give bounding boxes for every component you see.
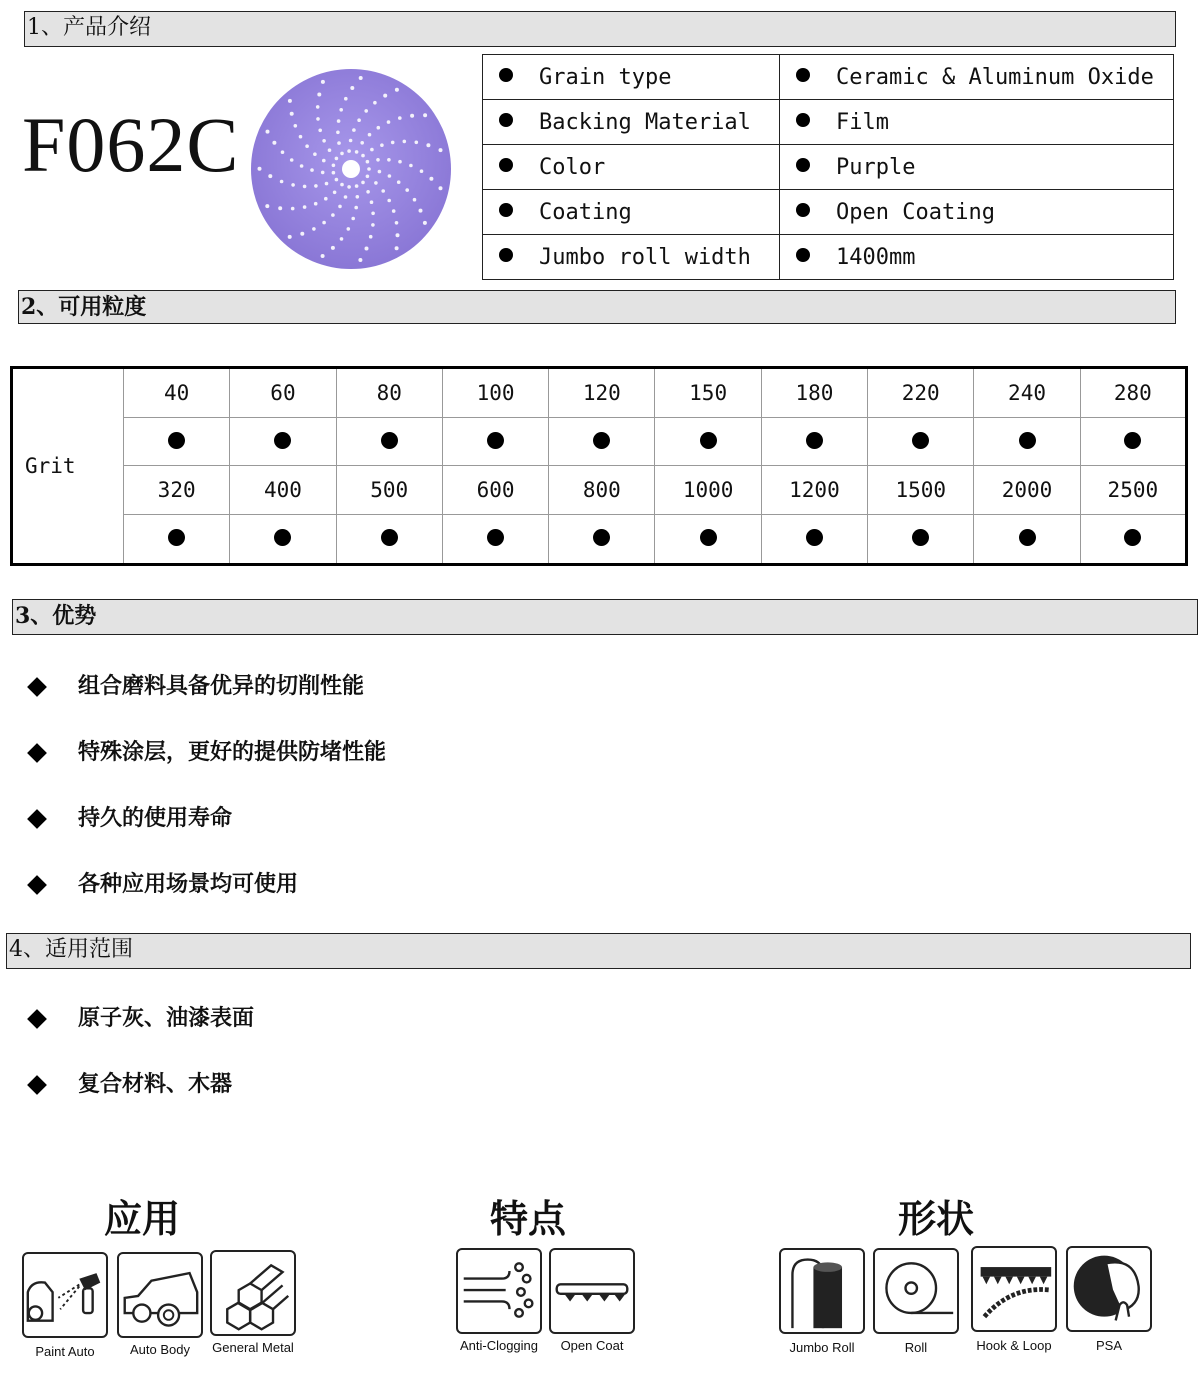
grit-value: 150 [655,368,761,418]
spec-row [483,55,1174,100]
spec-key: Coating [539,199,632,225]
grit-available-cell [442,418,548,466]
disc-hole [335,157,339,161]
disc-hole [356,195,360,199]
disc-hole [426,143,430,147]
list-item [24,1068,254,1134]
disc-hole [398,160,402,164]
disc-hole [381,189,385,193]
disc-hole [355,150,359,154]
disc-hole [383,94,387,98]
grit-available-cell [1080,514,1186,564]
disc-hole [266,130,270,134]
disc-hole [429,177,433,181]
grit-available-cell [761,514,867,564]
grit-available-cell [230,418,336,466]
disc-hole [369,235,373,239]
hook-loop-icon [971,1246,1057,1332]
disc-hole [354,206,358,210]
applications-list [24,1002,254,1134]
grit-available-cell [336,418,442,466]
psa-icon [1066,1246,1152,1332]
spec-key: Color [539,154,606,180]
bullet-dot [499,158,513,172]
disc-hole [415,141,419,145]
bullet-dot [796,68,810,82]
disc-hole [291,183,295,187]
disc-hole [420,169,424,173]
spec-value-cell [780,100,1174,145]
disc-hole [338,205,342,209]
bullet-dot [499,203,513,217]
roll-icon [873,1248,959,1334]
disc-hole [340,237,344,241]
disc-hole [281,150,285,154]
disc-hole [318,129,322,133]
disc-hole [288,235,292,239]
disc-hole [374,181,378,185]
disc-hole [371,223,375,227]
spec-value: Film [836,109,889,135]
disc-hole [322,139,326,143]
list-item [24,1002,254,1068]
disc-hole [378,170,382,174]
airflow-icon [456,1248,542,1334]
disc-hole [358,258,362,262]
list-item [24,868,386,934]
available-dot [487,529,504,546]
grit-value: 280 [1080,368,1186,418]
list-item-text: 组合磨料具备优异的切削性能 [78,674,365,699]
disc-hole [423,113,427,117]
grit-available-cell [1080,418,1186,466]
disc-hole [409,164,413,168]
disc-hole [350,86,354,90]
disc-hole [351,217,355,221]
spec-value-cell [780,145,1174,190]
disc-hole [314,202,318,206]
grit-value: 240 [974,368,1080,418]
section-title: 2、可用粒度 [21,294,147,320]
spec-row [483,235,1174,280]
spec-key: Grain type [539,64,672,90]
spec-value: 1400mm [836,244,916,270]
disc-hole [340,152,344,156]
disc-hole [344,97,348,101]
icon-label: Anti-Clogging [459,1338,539,1353]
disc-hole [368,133,372,137]
spec-table [482,54,1174,280]
disc-hole [387,158,391,162]
disc-hole [336,131,340,135]
available-dot [593,432,610,449]
disc-hole [331,246,335,250]
list-item [24,670,386,736]
group-title-shape: 形状 [898,1197,975,1241]
section-title: 1、产品介绍 [27,15,151,40]
bullet-dot [499,248,513,262]
grit-value: 2000 [974,466,1080,514]
disc-hole [331,213,335,217]
disc-hole [367,167,371,171]
available-dot [274,529,291,546]
available-dot [806,529,823,546]
disc-hole [365,247,369,251]
spray-gun-icon [22,1252,108,1338]
grit-value: 60 [230,368,336,418]
disc-hole [347,227,351,231]
disc-hole [332,164,336,168]
disc-hole [423,221,427,225]
disc-hole [403,140,407,144]
spec-key-cell [483,55,780,100]
disc-hole [405,188,409,192]
disc-hole [310,168,314,172]
grit-available-cell [124,418,230,466]
diamond-bullet-icon [27,677,47,697]
diamond-bullet-icon [27,875,47,895]
bullet-dot [796,248,810,262]
grit-available-cell [655,418,761,466]
grit-value: 40 [124,368,230,418]
disc-hole [373,101,377,105]
disc-hole [305,144,309,148]
icon-label: Roll [904,1340,928,1355]
bullet-dot [499,113,513,127]
disc-hole [337,119,341,123]
disc-hole [366,175,370,179]
list-item [24,736,386,802]
disc-hole [360,141,364,145]
available-dot [806,432,823,449]
available-dot [700,432,717,449]
disc-hole [371,212,375,216]
spec-row [483,145,1174,190]
spec-row [483,100,1174,145]
list-item [24,802,386,868]
grit-table [10,366,1188,566]
grit-value: 1200 [761,466,867,514]
spec-value: Purple [836,154,916,180]
available-dot [274,432,291,449]
bullet-dot [796,113,810,127]
section-header-intro [24,11,1176,47]
disc-hole [347,149,351,153]
disc-hole [325,182,329,186]
grit-available-cell [549,514,655,564]
car-icon [117,1252,203,1338]
grit-available-cell [124,514,230,564]
available-dot [1019,529,1036,546]
disc-hole [280,180,284,184]
disc-hole [344,195,348,199]
disc-hole [272,141,276,145]
diamond-bullet-icon [27,743,47,763]
grit-value: 1000 [655,466,761,514]
list-item-text: 各种应用场景均可使用 [78,872,299,897]
section-header-grits [18,290,1176,324]
available-dot [487,432,504,449]
disc-hole [339,108,343,112]
spec-value-cell [780,235,1174,280]
disc-hole [439,186,443,190]
group-title-application: 应用 [104,1197,181,1241]
grit-value: 220 [868,368,974,418]
bullet-dot [796,203,810,217]
disc-hole [359,76,363,80]
spec-key: Jumbo roll width [539,244,751,270]
disc-hole [388,174,392,178]
disc-hole [314,184,318,188]
disc-hole [317,93,321,97]
disc-hole [313,152,317,156]
sanding-disc-image [250,68,452,270]
grit-available-cell [974,514,1080,564]
disc-hole [294,124,298,128]
disc-hole [392,209,396,213]
available-dot [1019,432,1036,449]
section-title: 4、适用范围 [9,937,133,962]
icon-label: Hook & Loop [976,1338,1052,1353]
spec-key-cell [483,100,780,145]
icon-label: Paint Auto [35,1344,95,1359]
icon-label: General Metal [212,1340,294,1355]
grit-available-cell [868,514,974,564]
disc-hole [324,197,328,201]
grit-value: 500 [336,466,442,514]
disc-hole [278,206,282,210]
available-dot [1124,432,1141,449]
disc-hole [333,191,337,195]
disc-hole [364,109,368,113]
open-coat-icon [549,1248,635,1334]
disc-hole [410,114,414,118]
disc-hole [347,185,351,189]
disc-hole [395,246,399,250]
icon-label: Jumbo Roll [789,1340,855,1355]
grit-value: 800 [549,466,655,514]
grit-value: 600 [442,466,548,514]
disc-hole [398,116,402,120]
grit-available-cell [549,418,655,466]
grit-value: 320 [124,466,230,514]
list-item-text: 持久的使用寿命 [78,806,233,831]
disc-hole [328,148,332,152]
grit-label: Grit [12,368,124,565]
disc-hole [387,120,391,124]
spec-key-cell [483,235,780,280]
list-item-text: 特殊涂层，更好的提供防堵性能 [78,740,387,765]
available-dot [700,529,717,546]
disc-hole [316,117,320,121]
disc-hole [332,171,336,175]
available-dot [168,432,185,449]
grit-available-cell [761,418,867,466]
disc-hole [322,159,326,163]
spec-value: Ceramic & Aluminum Oxide [836,64,1154,90]
disc-hole [352,128,356,132]
grit-available-cell [336,514,442,564]
disc-hole [357,118,361,122]
disc-hole [370,200,374,204]
icon-label: Open Coat [560,1338,624,1353]
disc-hole [300,232,304,236]
disc-hole [290,112,294,116]
disc-hole [335,178,339,182]
available-dot [912,529,929,546]
disc-hole [391,141,395,145]
disc-hole [290,158,294,162]
disc-hole [258,167,262,171]
diamond-bullet-icon [27,1075,47,1095]
grit-value: 1500 [868,466,974,514]
disc-hole [288,99,292,103]
disc-hole [300,164,304,168]
available-dot [912,432,929,449]
grit-available-cell [442,514,548,564]
bullet-dot [796,158,810,172]
disc-hole [370,148,374,152]
disc-hole [321,254,325,258]
available-dot [593,529,610,546]
group-title-features: 特点 [490,1197,567,1241]
grit-value: 400 [230,466,336,514]
grit-available-cell [868,418,974,466]
disc-hole [395,88,399,92]
available-dot [1124,529,1141,546]
disc-hole [395,221,399,225]
disc-hole [303,205,307,209]
spec-key-cell [483,190,780,235]
icon-label: PSA [1095,1338,1122,1353]
diamond-bullet-icon [27,809,47,829]
grit-value: 2500 [1080,466,1186,514]
grit-available-cell [230,514,336,564]
spec-key: Backing Material [539,109,751,135]
spec-key-cell [483,145,780,190]
spec-value-cell [780,190,1174,235]
grit-value: 80 [336,368,442,418]
disc-hole [316,105,320,109]
grit-value: 180 [761,368,867,418]
disc-hole [387,199,391,203]
disc-hole [397,180,401,184]
grit-value: 100 [442,368,548,418]
disc-hole [312,227,316,231]
section-header-advantages [12,599,1198,635]
list-item-text: 复合材料、木器 [78,1072,233,1097]
disc-hole [366,160,370,164]
icon-label: Auto Body [130,1342,190,1357]
jumbo-roll-icon [779,1248,865,1334]
disc-hole [291,207,295,211]
disc-hole [396,233,400,237]
disc-hole [439,148,443,152]
grit-value: 120 [549,368,655,418]
disc-hole [265,204,269,208]
disc-hole [419,209,423,213]
disc-hole [366,190,370,194]
disc-hole [303,185,307,189]
available-dot [381,529,398,546]
grit-available-cell [974,418,1080,466]
bullet-dot [499,68,513,82]
disc-hole [337,141,341,145]
disc-hole [299,135,303,139]
spec-row [483,190,1174,235]
disc-hole [268,174,272,178]
disc-hole [376,158,380,162]
disc-hole [380,143,384,147]
disc-hole [355,184,359,188]
disc-hole [361,181,365,185]
metal-bars-icon [210,1250,296,1336]
disc-hole [322,221,326,225]
spec-value: Open Coating [836,199,995,225]
advantages-list [24,670,386,934]
grit-available-cell [655,514,761,564]
spec-value-cell [780,55,1174,100]
disc-hole [377,126,381,130]
disc-hole [361,154,365,158]
available-dot [168,529,185,546]
disc-hole [321,80,325,84]
section-header-applications [6,933,1191,969]
disc-hole [349,139,353,143]
disc-hole [321,171,325,175]
disc-hole [413,198,417,202]
section-title: 3、优势 [15,603,97,629]
product-code: F062C [22,101,240,188]
available-dot [381,432,398,449]
list-item-text: 原子灰、油漆表面 [78,1006,255,1031]
disc-hole [340,183,344,187]
diamond-bullet-icon [27,1009,47,1029]
